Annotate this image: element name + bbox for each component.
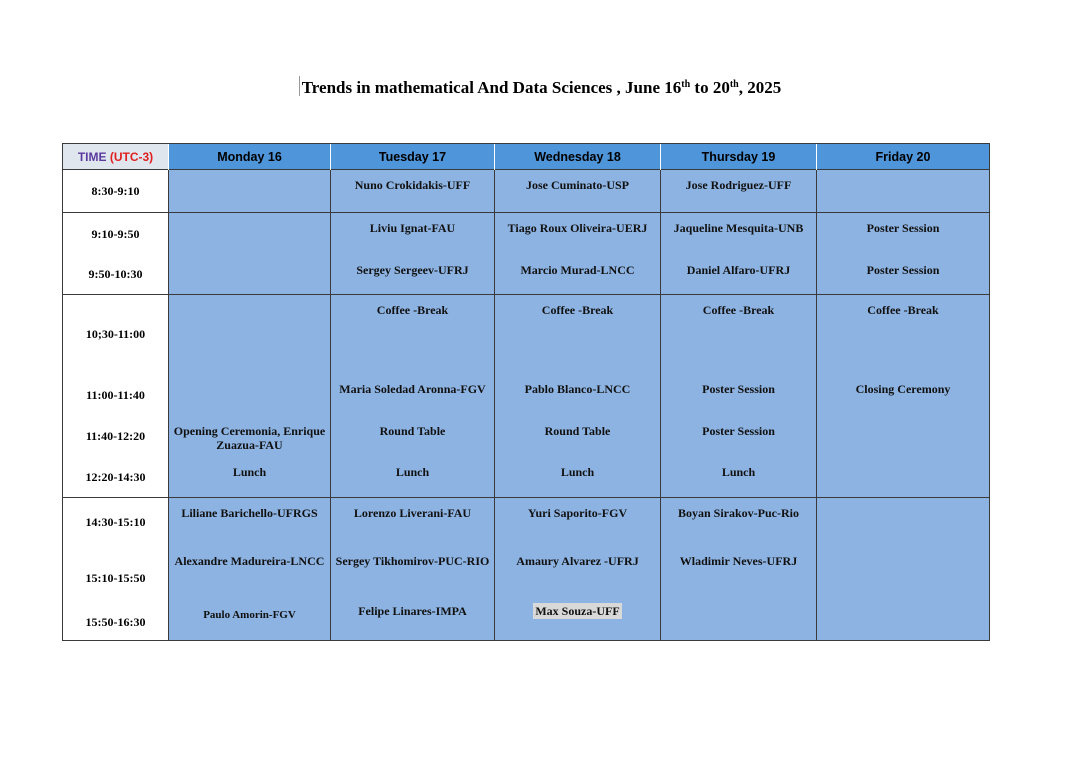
time-slot: 11:40-12:20 [63,416,169,457]
session-cell [169,295,331,374]
session-cell: Marcio Murad-LNCC [495,255,661,295]
session-cell: Lunch [661,457,817,498]
time-column-header: TIME (UTC-3) [63,144,169,170]
session-cell: Jose Rodriguez-UFF [661,170,817,213]
session-cell: Maria Soledad Aronna-FGV [331,374,495,416]
session-cell: Lunch [169,457,331,498]
session-cell: Coffee -Break [661,295,817,374]
time-slot: 15:50-16:30 [63,596,169,641]
session-cell: Felipe Linares-IMPA [331,596,495,641]
session-cell [169,213,331,255]
session-cell [817,546,990,596]
session-cell: Yuri Saporito-FGV [495,498,661,546]
session-cell: Poster Session [817,255,990,295]
table-row [63,295,990,374]
time-slot: 9:10-9:50 [63,213,169,255]
session-cell: Wladimir Neves-UFRJ [661,546,817,596]
session-cell [817,416,990,457]
table-row [63,416,990,457]
session-cell: Coffee -Break [331,295,495,374]
session-cell: Round Table [331,416,495,457]
session-cell: Closing Ceremony [817,374,990,416]
session-cell: Sergey Tikhomirov-PUC-RIO [331,546,495,596]
time-slot: 9:50-10:30 [63,255,169,295]
session-cell: Poster Session [817,213,990,255]
session-cell [817,498,990,546]
table-row [63,546,990,596]
time-slot: 8:30-9:10 [63,170,169,213]
session-cell: Paulo Amorin-FGV [169,596,331,641]
table-row [63,457,990,498]
session-cell: Opening Ceremonia, Enrique Zuazua-FAU [169,416,331,457]
session-cell: Tiago Roux Oliveira-UERJ [495,213,661,255]
session-cell: Liviu Ignat-FAU [331,213,495,255]
page-title: Trends in mathematical And Data Sciences , June 16th to 20th, 2025 [0,76,1080,98]
text-cursor [299,76,300,96]
highlighted-text: Max Souza-UFF [535,603,620,618]
table-row [63,170,990,213]
session-cell [817,596,990,641]
session-cell: Jose Cuminato-USP [495,170,661,213]
session-cell [169,374,331,416]
session-cell [169,255,331,295]
session-cell: Jaqueline Mesquita-UNB [661,213,817,255]
table-row [63,213,990,255]
session-cell: Amaury Alvarez -UFRJ [495,546,661,596]
session-cell: Nuno Crokidakis-UFF [331,170,495,213]
time-slot: 12:20-14:30 [63,457,169,498]
session-cell: Daniel Alfaro-UFRJ [661,255,817,295]
table-row [63,255,990,295]
table-row [63,596,990,641]
session-cell: Lunch [495,457,661,498]
time-slot: 15:10-15:50 [63,546,169,596]
session-cell: Round Table [495,416,661,457]
session-cell [817,457,990,498]
schedule-table [62,143,989,640]
time-slot: 14:30-15:10 [63,498,169,546]
session-cell: Boyan Sirakov-Puc-Rio [661,498,817,546]
day-header-tuesday: Tuesday 17 [331,144,495,170]
session-cell: Poster Session [661,374,817,416]
day-header-friday: Friday 20 [817,144,990,170]
day-header-wednesday: Wednesday 18 [495,144,661,170]
session-cell: Coffee -Break [495,295,661,374]
time-slot: 10;30-11:00 [63,295,169,374]
session-cell: Alexandre Madureira-LNCC [169,546,331,596]
table-row [63,374,990,416]
session-cell [817,170,990,213]
session-cell [169,170,331,213]
day-header-thursday: Thursday 19 [661,144,817,170]
session-cell: Liliane Barichello-UFRGS [169,498,331,546]
header-row [63,144,990,170]
table-row [63,498,990,546]
session-cell [495,596,661,641]
session-cell: Sergey Sergeev-UFRJ [331,255,495,295]
session-cell: Lorenzo Liverani-FAU [331,498,495,546]
session-cell [661,596,817,641]
time-slot: 11:00-11:40 [63,374,169,416]
session-cell: Lunch [331,457,495,498]
session-cell: Pablo Blanco-LNCC [495,374,661,416]
session-cell: Poster Session [661,416,817,457]
day-header-monday: Monday 16 [169,144,331,170]
session-cell: Coffee -Break [817,295,990,374]
